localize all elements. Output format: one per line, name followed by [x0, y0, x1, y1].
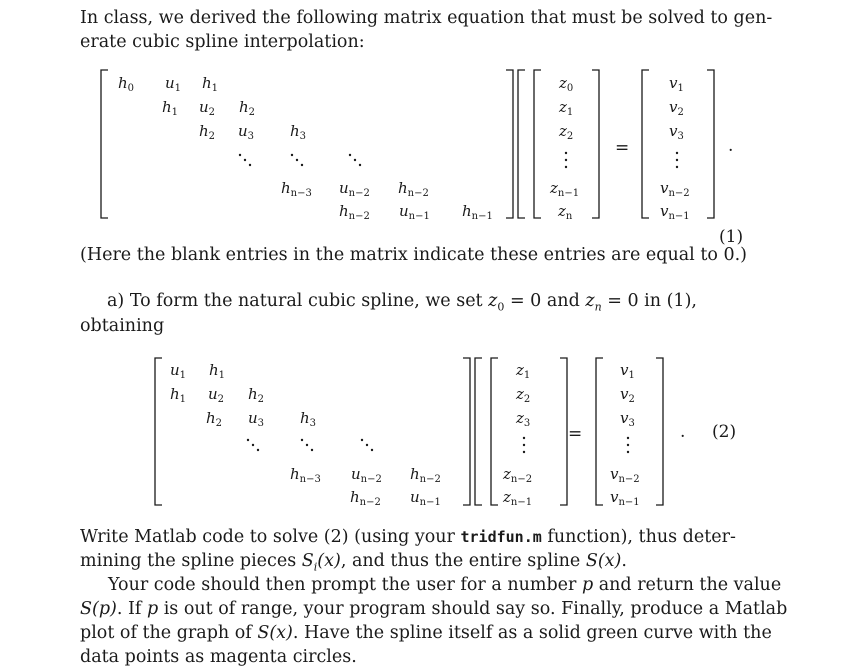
matrix-2-right-bracket [463, 358, 470, 505]
m1-r2-c2: $u_2$ [199, 98, 216, 118]
m1-r4-c3: $h_{n-2}$ [398, 179, 429, 199]
blank-entries-note: (Here the blank entries in the matrix indicate these entries are equal to 0.) [80, 245, 747, 265]
z1-0: $z_0$ [559, 74, 574, 94]
v2-4: $v_{n-1}$ [610, 488, 640, 508]
intro-line-2: erate cubic spline interpolation: [80, 32, 365, 52]
v2-left-bracket [596, 358, 603, 505]
z2-left-bracket [491, 358, 498, 505]
m2-r5-c2: $u_{n-1}$ [410, 488, 441, 508]
v1-3: $v_{n-2}$ [660, 179, 690, 199]
z1-vdots [565, 152, 567, 168]
intro-line-1: In class, we derived the following matrix equation that must be solved to gen- [80, 8, 773, 28]
m1-r4-c1: $h_{n-3}$ [281, 179, 312, 199]
z2-2: $z_3$ [516, 409, 531, 429]
m2-r1-c2: $h_1$ [209, 361, 226, 381]
m1-r1-c1: $h_0$ [118, 74, 135, 94]
m2-r2-c1: $h_1$ [170, 385, 187, 405]
body-line-6: data points as magenta circles. [80, 647, 357, 667]
part-a-line-2: obtaining [80, 316, 165, 336]
v2-0: $v_1$ [620, 361, 635, 381]
m1-r3-c2: $u_3$ [238, 122, 255, 142]
equation-2 [155, 358, 736, 508]
body-line-5: plot of the graph of S(x). Have the spline itself as a solid green curve with the [80, 623, 772, 643]
m1-ddots [239, 154, 361, 166]
m2-r4-c2: $u_{n-2}$ [351, 465, 382, 485]
matrix-2-right-bracket-2 [475, 358, 482, 505]
matrix-1-right-bracket-2 [518, 70, 525, 218]
z2-vdots [523, 437, 525, 453]
z1-left-bracket [534, 70, 541, 218]
v1-vdots [676, 152, 678, 168]
matrix-1-right-bracket [506, 70, 513, 218]
z1-4: $z_n$ [558, 202, 573, 222]
eq2-equals: = [568, 424, 583, 444]
m2-r1-c1: $u_1$ [170, 361, 187, 381]
z2-1: $z_2$ [516, 385, 531, 405]
matrix-1-left-bracket [101, 70, 108, 218]
m2-r4-c1: $h_{n-3}$ [290, 465, 321, 485]
eq2-label: (2) [712, 422, 737, 442]
z2-4: $z_{n-1}$ [503, 488, 533, 508]
m1-r1-c3: $h_1$ [202, 74, 219, 94]
v1-1: $v_2$ [669, 98, 684, 118]
eq2-period: . [680, 422, 686, 442]
m2-r3-c3: $h_3$ [300, 409, 317, 429]
matrix-2-left-bracket [155, 358, 162, 505]
v1-left-bracket [642, 70, 649, 218]
z2-right-bracket [560, 358, 567, 505]
v2-1: $v_2$ [620, 385, 635, 405]
body-line-3: Your code should then prompt the user for a number p and return the value [108, 575, 782, 595]
tridfun-code: tridfun.m [460, 528, 542, 546]
m2-r2-c2: $u_2$ [208, 385, 225, 405]
m1-r3-c1: $h_2$ [199, 122, 216, 142]
z1-right-bracket [592, 70, 599, 218]
m1-r5-c3: $h_{n-1}$ [462, 202, 493, 222]
m1-r2-c3: $h_2$ [239, 98, 256, 118]
v2-2: $v_3$ [620, 409, 635, 429]
m1-r4-c2: $u_{n-2}$ [339, 179, 370, 199]
eq1-equals: = [615, 138, 630, 158]
m1-r3-c3: $h_3$ [290, 122, 307, 142]
part-a-line-1: a) To form the natural cubic spline, we set $z_0 = 0$ and $z_n = 0$ in (1), [107, 291, 697, 314]
m1-r5-c2: $u_{n-1}$ [399, 202, 430, 222]
m2-r2-c3: $h_2$ [248, 385, 265, 405]
eq1-label: (1) [719, 227, 744, 247]
z1-3: $z_{n-1}$ [550, 179, 580, 199]
body-line-2: mining the spline pieces $S_i(x)$, and thus the entire spline S(x). [80, 551, 627, 574]
v1-0: $v_1$ [669, 74, 684, 94]
body-line-4: S(p). If p is out of range, your program should say so. Finally, produce a Matlab [80, 599, 788, 619]
m1-r5-c1: $h_{n-2}$ [339, 202, 370, 222]
eq1-period: . [728, 136, 734, 156]
m2-r4-c3: $h_{n-2}$ [410, 465, 441, 485]
m2-r3-c2: $u_3$ [248, 409, 265, 429]
z1-2: $z_2$ [559, 122, 574, 142]
z2-0: $z_1$ [516, 361, 531, 381]
m2-ddots [247, 439, 373, 451]
m2-r5-c1: $h_{n-2}$ [350, 488, 381, 508]
v1-2: $v_3$ [669, 122, 684, 142]
v1-right-bracket [707, 70, 714, 218]
v1-4: $v_{n-1}$ [660, 202, 690, 222]
equation-1 [101, 70, 743, 247]
z2-3: $z_{n-2}$ [503, 465, 533, 485]
m1-r1-c2: $u_1$ [165, 74, 182, 94]
v2-vdots [627, 437, 629, 453]
m2-r3-c1: $h_2$ [206, 409, 223, 429]
m1-r2-c1: $h_1$ [162, 98, 179, 118]
body-line-1: Write Matlab code to solve (2) (using your tridfun.m function), thus deter- [80, 527, 736, 547]
v2-right-bracket [656, 358, 663, 505]
v2-3: $v_{n-2}$ [610, 465, 640, 485]
z1-1: $z_1$ [559, 98, 574, 118]
